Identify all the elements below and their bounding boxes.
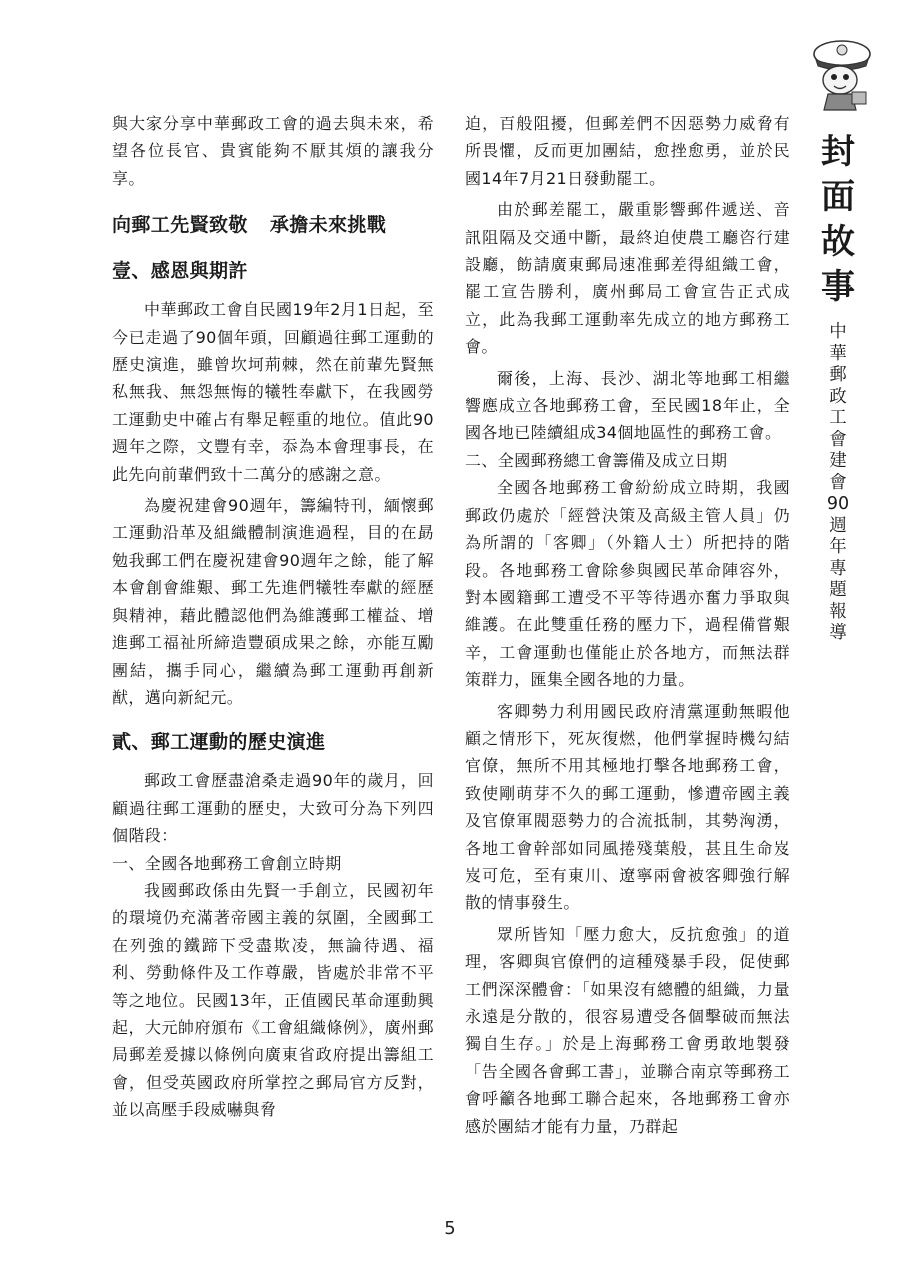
subtitle-char: 題 [829, 580, 847, 600]
subtitle-char: 報 [829, 601, 847, 622]
subtitle-char: 郵 [829, 365, 847, 385]
subtitle-char: 年 [829, 537, 847, 557]
title-char: 故 [821, 222, 855, 262]
subtitle-char: 工 [829, 408, 847, 428]
subtitle-char: 政 [829, 386, 847, 407]
section-subtitle-vertical [822, 322, 854, 645]
subsection-heading-2: 二、全國郵務總工會籌備及成立日期 [465, 450, 728, 470]
subtitle-char: 週 [829, 515, 847, 536]
body-paragraph: 郵政工會歷盡滄桑走過90年的歲月，回顧過往郵工運動的歷史，大致可分為下列四個階段： [112, 771, 434, 846]
title-char: 面 [821, 177, 855, 217]
intro-paragraph: 與大家分享中華郵政工會的過去與未來，希望各位長官、貴賓能夠不厭其煩的讓我分享。 [112, 114, 434, 188]
body-paragraph: 為慶祝建會90週年，籌編特刊，緬懷郵工運動沿革及組織體制演進過程，目的在勗勉我郵工們在慶祝建會90週年之餘，能了解本會創會維艱、郵工先進們犧牲奉獻的經歷與精神，藉此體認他們為維護郵工權益、增進郵工福祉所締造豐碩成果之餘，亦能互勵團結，攜手同心，繼續為郵工運動再創新猷，邁向新紀元。 [112, 496, 434, 707]
postman-mascot-illustration [808, 36, 876, 114]
title-char: 封 [821, 132, 855, 172]
body-paragraph: 眾所皆知「壓力愈大，反抗愈強」的道理，客卿與官僚們的這種殘暴手段，促使郵工們深深體會：「如果沒有總體的組織，力量永遠是分散的，很容易遭受各個擊破而無法獨自生存。」於是上海郵務工會勇敢地製發「告全國各會郵工書」，並聯合南京等郵務工會呼籲各地郵工聯合起來，各地郵務工會亦感於團結才能有力量，乃群起 [465, 924, 790, 1136]
body-paragraph: 中華郵政工會自民國19年2月1日起，至今已走過了90個年頭，回顧過往郵工運動的歷史演進，雖曾坎坷荊棘，然在前輩先賢無私無我、無怨無悔的犧牲奉獻下，在我國勞工運動史中確占有舉足輕重的地位。值此90週年之際，文豐有幸，忝為本會理事長，在此先向前輩們致十二萬分的感謝之意。 [112, 300, 434, 484]
main-heading [112, 210, 434, 240]
section-heading-1: 壹、感恩與期許 [112, 260, 248, 283]
body-paragraph: 由於郵差罷工，嚴重影響郵件遞送、音訊阻隔及交通中斷，最終迫使農工廳咨行建設廳，飭請廣東郵局速准郵差得組織工會，罷工宣告勝利，廣州郵局工會宣告正式成立，此為我郵工運動率先成立的地方郵務工會。 [465, 200, 790, 357]
subtitle-char: 導 [829, 623, 847, 643]
body-paragraph: 全國各地郵務工會紛紛成立時期，我國郵政仍處於「經營決策及高級主管人員」仍為所謂的「客卿」（外籍人士）所把持的階段。各地郵務工會除參與國民革命陣容外，對本國籍郵工遭受不平等待遇亦奮力爭取與維護。在此雙重任務的壓力下，過程備嘗艱辛，工會運動也僅能止於各地方，而無法群策群力，匯集全國各地的力量。 [465, 478, 790, 690]
body-paragraph: 迫，百般阻擾，但郵差們不因惡勢力威脅有所畏懼，反而更加團結，愈挫愈勇，並於民國14年7月21日發動罷工。 [465, 114, 790, 188]
title-char: 事 [821, 267, 855, 307]
main-heading-part-a: 向郵工先賢致敬 [112, 214, 248, 237]
left-column [112, 110, 434, 1124]
subtitle-char: 專 [829, 558, 847, 579]
page-number: 5 [444, 1218, 456, 1239]
section-title-vertical [818, 130, 858, 310]
body-paragraph: 我國郵政係由先賢一手創立，民國初年的環境仍充滿著帝國主義的氛圍，全國郵工在列強的鐵蹄下受盡欺凌，無論待遇、福利、勞動條件及工作尊嚴，皆處於非常不平等之地位。民國13年，正值國民革命運動興起，大元帥府頒布《工會組織條例》，廣州郵局郵差爰據以條例向廣東省政府提出籌組工會，但受英國政府所掌控之郵局官方反對，並以高壓手段威嚇與脅 [112, 880, 434, 1120]
body-paragraph: 爾後，上海、長沙、湖北等地郵工相繼響應成立各地郵務工會，至民國18年止，全國各地已陸續組成34個地區性的郵務工會。 [465, 368, 790, 443]
subtitle-char: 會 [829, 472, 847, 493]
subtitle-char: 華 [829, 343, 847, 364]
subsection-heading-1: 一、全國各地郵務工會創立時期 [112, 853, 342, 873]
subtitle-char: 會 [829, 429, 847, 450]
subtitle-char: 90 [826, 494, 850, 514]
subtitle-char: 建 [829, 451, 847, 471]
body-paragraph: 客卿勢力利用國民政府清黨運動無暇他顧之情形下，死灰復燃，他們掌握時機勾結官僚，無所不用其極地打擊各地郵務工會，致使剛萌芽不久的郵工運動，慘遭帝國主義及官僚軍閥惡勢力的合流抵制，其勢洶湧，各地工會幹部如同風捲殘葉般，甚且生命岌岌可危，至有東川、遼寧兩會被客卿強行解散的情事發生。 [465, 701, 790, 913]
right-column [465, 110, 790, 1140]
section-heading-2: 貳、郵工運動的歷史演進 [112, 731, 326, 754]
subtitle-char: 中 [829, 322, 847, 342]
main-heading-part-b: 承擔未來挑戰 [269, 214, 387, 237]
